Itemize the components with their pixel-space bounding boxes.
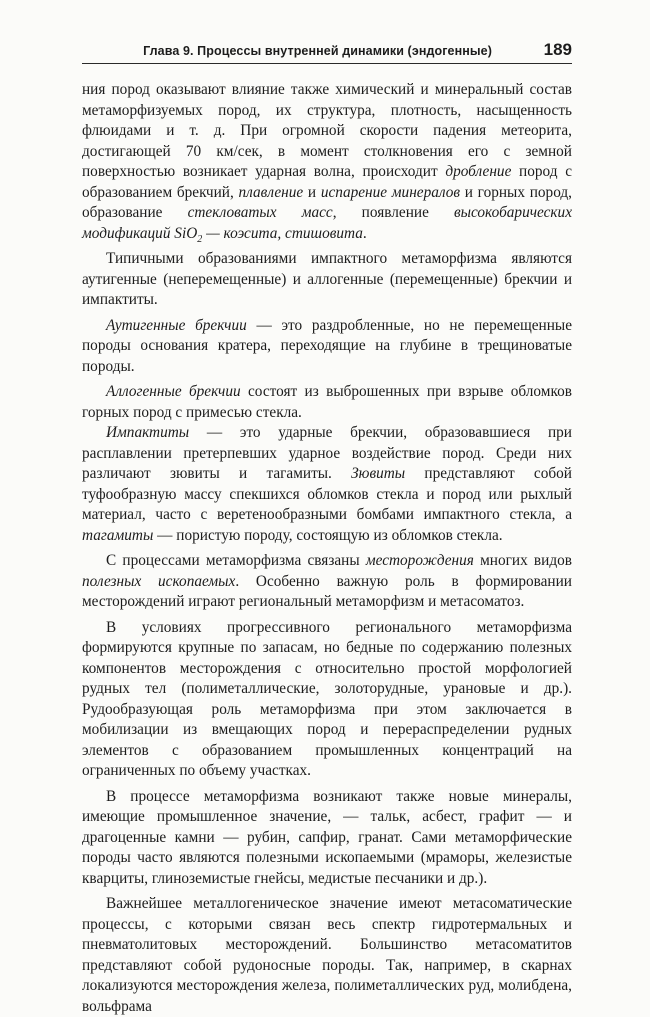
italic-term: месторождения [365, 552, 474, 569]
paragraph [82, 787, 572, 890]
italic-term: Аллогенные брекчии [106, 383, 241, 400]
paragraph [82, 423, 572, 546]
text-run: — это ударные брекчии, образовавшиеся при расплавлении претерпевших ударное воздействие пород. Среди них различают зювиты и тагамиты. [82, 424, 572, 482]
text-run: и [303, 183, 321, 201]
italic-term: Импактиты [106, 424, 190, 441]
text-run: — пористую породу, состоящую из обломков стекла. [153, 526, 503, 544]
text-run: представляют собой туфообразную массу спекшихся обломков стекла и пород или рыхлый материал, часто с веретенообразными бомбами импактного стекла, а [82, 465, 572, 523]
italic-term: испарение минералов [320, 183, 461, 201]
text-run: Важнейшее металлогеническое значение имеют метасоматические процессы, с которыми связан весь спектр гидротермальных и пневматолитовых месторождений. Большинство метасоматитов представляют собой рудоносные породы. Так, например, в скарнах локализуются месторождения железа, полиметаллических руд, молибдена, вольфрама [82, 895, 572, 1015]
page-number: 189 [543, 40, 572, 59]
italic-term: тагамиты [82, 526, 154, 544]
text-run: состоят из выброшенных при взрыве обломков горных пород с примесью стекла. [82, 383, 572, 421]
text-run: ния пород оказывают влияние также химический и минеральный состав метаморфизуемых пород, их структура, плотность, насыщенность флюидами и т. д. При огромной скорости падения метеорита, достигающей 70 км/сек, в момент столкновения его с земной поверхностью возникает ударная волна, происходит [82, 81, 572, 180]
text-run: В условиях прогрессивного регионального метаморфизма формируются крупные по запасам, но бедные по содержанию полезных компонентов месторождения с относительно простой морфологией рудных тел (полиметаллические, золоторудные, урановые и др.). Рудообразующая роль метаморфизма при этом заключается в мобилизации из вмещающих пород и перераспределении рудных элементов с образованием промышленных концентраций на ограниченных по объему участках. [82, 618, 572, 779]
italic-term: — коэсита, стишовита [202, 224, 363, 242]
italic-term: плавление [238, 183, 304, 201]
page-header [82, 40, 572, 62]
text-run: . Особенно важную роль в формировании месторождений играют региональный метаморфизм и метасоматоз. [82, 572, 572, 610]
text-run: многих видов [473, 552, 572, 569]
paragraph [82, 618, 572, 782]
text-run: Типичными образованиями импактного метаморфизма являются аутигенные (неперемещенные) и аллогенные (перемещенные) брекчии и импактиты. [82, 250, 572, 308]
text-run: пород с образованием брекчий, [82, 163, 572, 201]
paragraph [82, 249, 572, 311]
subscript: 2 [197, 233, 203, 245]
italic-term: высокобарических модификаций SiO [82, 204, 572, 242]
italic-term: полезных ископаемых [82, 572, 236, 590]
paragraph [82, 316, 572, 378]
text-run: С процессами метаморфизма связаны [106, 552, 366, 569]
paragraph [82, 551, 572, 613]
running-head: Глава 9. Процессы внутренней динамики (эндогенные) [143, 44, 492, 58]
paragraph [82, 382, 572, 423]
italic-term: Зювиты [351, 465, 406, 482]
body-text [82, 80, 572, 1017]
text-run: В процессе метаморфизма возникают также новые минералы, имеющие промышленное значение, — тальк, асбест, графит — и драгоценные камни — рубин, сапфир, гранат. Сами метаморфические породы часто являются полезными ископаемыми (мраморы, железистые кварциты, глиноземистые гнейсы, медистые песчаники и др.). [82, 787, 572, 887]
header-rule [82, 63, 572, 64]
text-run: , появление [332, 204, 454, 221]
italic-term: дробление [445, 163, 512, 180]
text-run: и горных пород, образование [82, 183, 573, 221]
text-run: . [362, 224, 367, 242]
paragraph [82, 80, 572, 244]
text-run: — это раздробленные, но не перемещенные породы основания кратера, переходящие на глубине в трещиноватые породы. [82, 316, 572, 375]
italic-term: стекловатых масс [187, 204, 333, 221]
italic-term: Аутигенные брекчии [106, 316, 247, 334]
paragraph [82, 894, 572, 1017]
